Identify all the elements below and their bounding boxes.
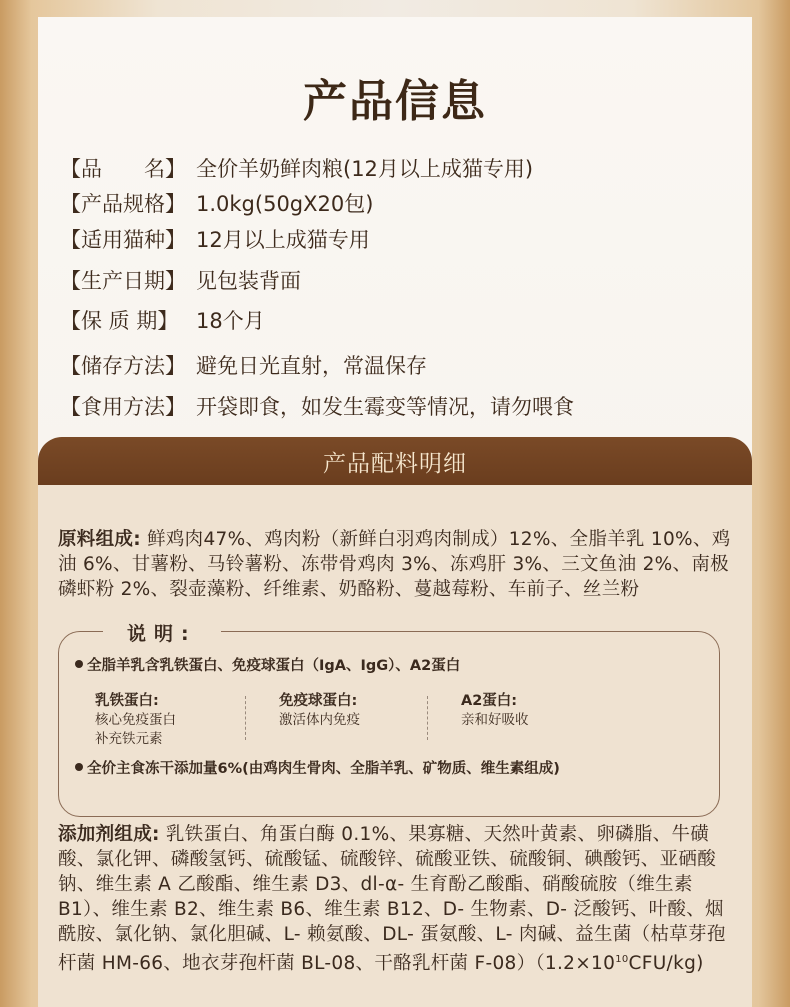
product-info-card <box>38 17 752 1007</box>
note-col-lactoferrin <box>95 692 255 749</box>
info-key: 【品 名】 <box>60 157 186 181</box>
note-box <box>58 623 720 817</box>
info-value: 18个月 <box>196 309 265 333</box>
note-line-goat-milk <box>75 654 460 675</box>
info-value: 开袋即食，如发生霉变等情况，请勿喂食 <box>196 395 574 419</box>
ingredients-section <box>38 485 752 1007</box>
info-value: 12月以上成猫专用 <box>196 228 370 252</box>
info-key: 【适用猫种】 <box>60 228 186 252</box>
info-key: 【保 质 期】 <box>60 309 179 333</box>
info-row-name <box>60 147 574 189</box>
bullet-icon <box>75 660 83 668</box>
note-col-head: 乳铁蛋白: <box>95 693 159 709</box>
info-value: 见包装背面 <box>196 269 301 293</box>
info-row-shelf-life <box>60 299 574 341</box>
raw-materials-label: 原料组成: <box>58 529 141 550</box>
note-line-freeze-dried <box>75 757 560 778</box>
info-key: 【产品规格】 <box>60 192 186 216</box>
info-row-date <box>60 261 574 299</box>
dashed-divider <box>245 696 246 740</box>
note-col-body: 补充铁元素 <box>95 731 163 747</box>
additives-paragraph <box>58 822 742 976</box>
note-line-text: 全价主食冻干添加量6%(由鸡肉生骨肉、全脂羊乳、矿物质、维生素组成) <box>87 761 560 777</box>
raw-materials-paragraph <box>58 527 738 602</box>
info-key: 【食用方法】 <box>60 395 186 419</box>
page-title: 产品信息 <box>303 76 487 127</box>
product-info-list <box>60 147 574 423</box>
note-title: 说明: <box>103 617 221 648</box>
banner-title: 产品配料明细 <box>323 450 467 477</box>
info-key: 【储存方法】 <box>60 354 186 378</box>
note-col-head: 免疫球蛋白: <box>279 693 358 709</box>
additives-label: 添加剂组成: <box>58 824 160 845</box>
additives-exponent: 10 <box>615 954 629 965</box>
info-value: 1.0kg(50gX20包) <box>196 192 374 216</box>
info-row-storage <box>60 341 574 389</box>
info-row-breed <box>60 217 574 261</box>
info-row-usage <box>60 389 574 423</box>
note-col-body: 亲和好吸收 <box>461 712 529 728</box>
note-col-immunoglobulin <box>279 692 439 730</box>
note-col-body: 激活体内免疫 <box>279 712 360 728</box>
bullet-icon <box>75 763 83 771</box>
additives-text: 乳铁蛋白、角蛋白酶 0.1%、果寡糖、天然叶黄素、卵磷脂、牛磺酸、氯化钾、磷酸氢钙、硫酸锰、硫酸锌、硫酸亚铁、硫酸铜、碘酸钙、亚硒酸钠、维生素 A 乙酸酯、维生素 D3、dl-α- 生育酚乙酸酯、硝酸硫胺（维生素 B1）、维生素 B2、维生素 B6、维生素 B12、D- 生物素、D- 泛酸钙、叶酸、烟酰胺、氯化钠、氯化胆碱、L- 赖氨酸、DL- 蛋氨酸、L- 肉碱、益生菌（枯草芽孢杆菌 HM-66、地衣芽孢杆菌 BL-08、干酪乳杆菌 F-08）（1.2×10 <box>58 824 726 975</box>
additives-unit: CFU/kg) <box>628 953 704 975</box>
dashed-divider <box>427 696 428 740</box>
info-key: 【生产日期】 <box>60 269 186 293</box>
note-col-body: 核心免疫蛋白 <box>95 712 176 728</box>
note-col-head: A2蛋白: <box>461 693 518 709</box>
ingredients-banner <box>38 437 752 485</box>
raw-materials-text: 鲜鸡肉47%、鸡肉粉（新鲜白羽鸡肉制成）12%、全脂羊乳 10%、鸡油 6%、甘薯粉、马铃薯粉、冻带骨鸡肉 3%、冻鸡肝 3%、三文鱼油 2%、南极磷虾粉 2%、裂壶藻粉、纤维素、奶酪粉、蔓越莓粉、车前子、丝兰粉 <box>58 529 731 600</box>
note-line-text: 全脂羊乳含乳铁蛋白、免疫球蛋白（IgA、IgG）、A2蛋白 <box>87 658 461 674</box>
info-value: 避免日光直射，常温保存 <box>196 354 427 378</box>
info-value: 全价羊奶鲜肉粮(12月以上成猫专用) <box>196 157 534 181</box>
note-col-a2-protein <box>461 692 621 730</box>
info-row-spec <box>60 189 574 217</box>
